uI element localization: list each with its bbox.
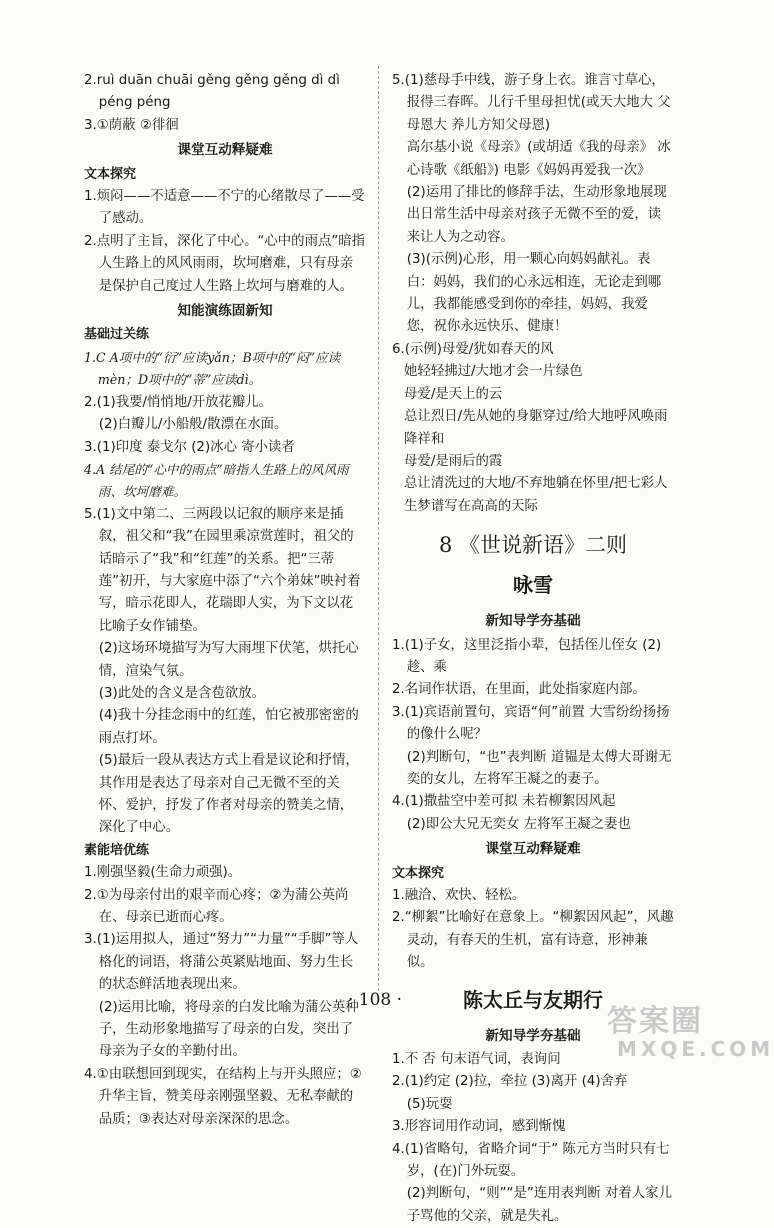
answer-line: 5.(1)文中第二、三两段以记叙的顺序来是插叙，祖父和“我”在园里乘凉赏莲时，祖父的话暗示了“我”和“红莲”的关系。把“三蒂莲”初开，与大家庭中添了“六个弟妹”映衬着写，暗示花即人，花瑞即人实，为下文以花比喻子女作铺垫。 xyxy=(84,506,361,634)
answer-line: 1.烦闷——不适意——不宁的心绪散尽了——受了感动。 xyxy=(84,189,365,227)
answer-line: (2)白瓣儿/小船般/散漂在水面。 xyxy=(98,417,288,433)
answer-line: (2)即公大兄无奕女 左将军王凝之妻也 xyxy=(406,816,631,832)
answer-line: (2)这场环境描写为写大雨埋下伏笔，烘托心情，渲染气氛。 xyxy=(98,641,359,679)
answer-line: 1.(1)子女，这里泛指小辈，包括侄儿侄女 (2)趁、乘 xyxy=(392,637,662,675)
left-column xyxy=(84,70,366,1131)
answer-line: 4.①由联想回到现实，在结构上与开头照应；②升华主旨，赞美母亲刚强坚毅、无私奉献的品质；③表达对母亲深深的思念。 xyxy=(84,1066,362,1127)
answer-line: (4)我十分挂念雨中的红莲，怕它被那密密的雨点打坏。 xyxy=(98,708,359,746)
answer-line: 2.点明了主旨，深化了中心。“心中的雨点”暗指人生路上的风风雨雨，坎坷磨难，只有母亲是保护自己度过人生路上坎坷与磨难的人。 xyxy=(84,233,366,294)
section-heading: 课堂互动释疑难 xyxy=(177,142,273,159)
answer-line: 3.(1)宾语前置句，宾语“何”前置 大雪纷纷扬扬的像什么呢？ xyxy=(392,704,670,743)
answer-line: (2)判断句，“则”“是”连用表判断 对着人家儿子骂他的父亲，就是失礼。 xyxy=(406,1186,672,1224)
answer-line: 2.(1)约定 (2)拉，牵拉 (3)离开 (4)舍弃 xyxy=(392,1074,628,1090)
page-number: · 108 · xyxy=(347,990,403,1010)
watermark-text: 答案圈 xyxy=(607,1004,703,1039)
answer-line: 2.ruì duān chuāi gěng gěng gěng dì dì xyxy=(84,73,340,88)
section-heading: 新知导学夯基础 xyxy=(485,613,581,630)
answer-line: 2.名词作状语，在里面，此处指家庭内部。 xyxy=(392,682,646,698)
answer-line: (5)玩耍 xyxy=(406,1096,453,1112)
answer-line: (5)最后一段从表达方式上看是议论和抒情，其作用是表达了母亲对自己无微不至的关怀、爱护，抒发了作者对母亲的赞美之情，深化了中心。 xyxy=(98,753,359,836)
section-heading: 新知导学夯基础 xyxy=(485,1027,581,1044)
subsection-heading: 素能培优练 xyxy=(84,842,150,858)
poem-line: 总让清洗过的大地/不弃地躺在怀里/把七彩人生梦谱写在高高的天际 xyxy=(404,476,668,514)
answer-line: 2.“柳絮”比喻好在意象上。“柳絮因风起”，风趣灵动，有春天的生机，富有诗意，形神兼似。 xyxy=(392,910,674,971)
answer-line: 5.(1)慈母手中线，游子身上衣。谁言寸草心，报得三春晖。儿行千里母担忧(或天大地大 父母恩大 养儿方知父母恩) xyxy=(392,73,671,133)
answer-line: 1.刚强坚毅(生命力顽强)。 xyxy=(84,865,242,881)
subsection-heading: 基础过关练 xyxy=(84,327,150,343)
answer-line: (3)(示例)心形，用一颗心向妈妈献礼。表白：妈妈，我们的心永远相连，无论走到哪儿，我都能感受到你的牵挂，妈妈，我爱您，祝你永远快乐、健康！ xyxy=(406,252,662,335)
answer-line: 4.(1)撒盐空中差可拟 未若柳絮因风起 xyxy=(392,794,616,810)
answer-line: 2.①为母亲付出的艰辛而心疼；②为蒲公英尚在、母亲已逝而心疼。 xyxy=(84,887,349,926)
watermark-logo xyxy=(607,1004,774,1061)
watermark-url: MXQE.COM xyxy=(617,1037,774,1061)
answer-line: 4.(1)省略句，省略介词“于” 陈元方当时只有七岁，(在)门外玩耍。 xyxy=(392,1141,670,1180)
answer-line: péng péng xyxy=(98,95,171,111)
answer-line: 1.C A项中的“衍”应读yǎn；B项中的“闷”应读mèn；D项中的“蒂”应读dì。 xyxy=(84,349,341,388)
answer-line: 1.融洽、欢快、轻松。 xyxy=(392,888,526,903)
answer-line: 2.(1)我要/悄悄地/开放花瓣儿。 xyxy=(84,394,273,410)
answer-line: (3)此处的含义是含苞欲放。 xyxy=(98,685,265,701)
lesson-title: 陈太丘与友期行 xyxy=(463,987,603,1012)
answer-line: (2)运用了排比的修辞手法，生动形象地展现出日常生活中母亲对孩子无微不至的爱，读来让人为之动容。 xyxy=(406,185,667,245)
answer-line: 3.(1)印度 泰戈尔 (2)冰心 寄小读者 xyxy=(84,439,295,455)
section-heading: 知能演练固新知 xyxy=(177,303,273,320)
answer-line: 3.①荫蔽 ②徘徊 xyxy=(84,117,179,133)
answer-line: 3.形容词用作动词，感到惭愧 xyxy=(392,1119,566,1135)
answer-line: 6.(示例)母爱/犹如春天的风 xyxy=(392,341,554,357)
poem-line: 总让烈日/先从她的身躯穿过/给大地呼风唤雨降祥和 xyxy=(404,409,668,447)
answer-line: 1.不 否 句末语气词，表询问 xyxy=(392,1052,561,1068)
subsection-heading: 文本探究 xyxy=(392,865,445,881)
poem-line: 她轻轻拂过/大地才会一片绿色 xyxy=(404,364,583,380)
chapter-title: 8 《世说新语》二则 xyxy=(438,533,628,558)
answer-line: 3.(1)运用拟人，通过“努力”“力量”“手脚”等人格化的词语，将蒲公英紧贴地面、努力生长的状态鲜活地表现出来。 xyxy=(84,932,359,993)
section-heading: 课堂互动释疑难 xyxy=(485,841,581,858)
lesson-title: 咏雪 xyxy=(513,573,553,598)
answer-line: 4.A 结尾的“心中的雨点”暗指人生路上的风风雨雨、坎坷磨难。 xyxy=(84,461,349,500)
poem-line: 母爱/是雨后的霞 xyxy=(404,453,503,469)
answer-line: (2)判断句，“也”表判断 道韫是太傅大哥谢无奕的女儿，左将军王凝之的妻子。 xyxy=(406,749,672,787)
poem-line: 母爱/是天上的云 xyxy=(404,386,503,402)
answer-line: (2)运用比喻，将母亲的白发比喻为蒲公英种子，生动形象地描写了母亲的白发，突出了母亲为子女的辛勤付出。 xyxy=(98,999,359,1060)
column-divider xyxy=(378,66,379,991)
answer-line: 高尔基小说《母亲》(或胡适《我的母亲》 冰心诗歌《纸船》) 电影《妈妈再爱我一次》 xyxy=(406,140,671,178)
subsection-heading: 文本探究 xyxy=(84,166,137,182)
